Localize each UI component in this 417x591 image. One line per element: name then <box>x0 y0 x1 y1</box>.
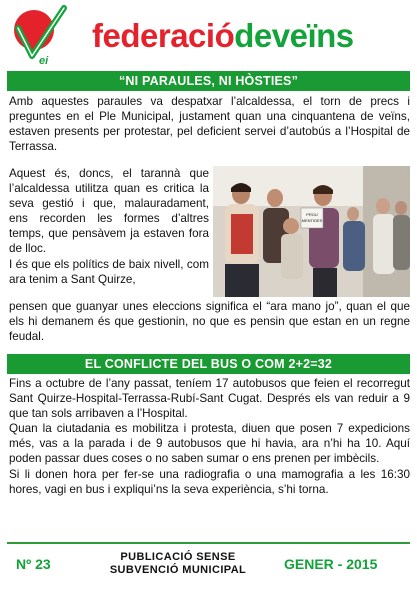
issue-number: Nº 23 <box>16 556 51 572</box>
article1-paragraph2: Aquest és, doncs, el tarannà que l’alcaldessa utilitza quan es critica la seva gestió i que, malauradament, ens recorden les formes d’altres temps, que pensàvem ja estaven fora de lloc. I és que els polítics de baix nivell, com ara tenim a Sant Quirze, <box>9 167 209 286</box>
federation-logo <box>12 4 68 66</box>
article1-heading: “NI PARAULES, NI HÒSTIES” <box>7 71 410 91</box>
masthead-part1: federació <box>92 17 235 54</box>
svg-text:MENTIDES: MENTIDES <box>301 218 323 223</box>
masthead-header <box>0 0 417 66</box>
issue-date: GENER - 2015 <box>284 556 378 572</box>
article2-paragraph1: Fins a octubre de l’any passat, teníem 17 autobusos que feien el recorregut Sant Quirze-Hospital-Terrassa-Rubí-Sant Cugat. Després els van reduir a 9 que tan sols arribaven a l’Hospital. <box>9 377 410 421</box>
article1-paragraph1: Amb aquestes paraules va despatxar l’alcaldessa, el torn de precs i preguntes en el Ple Municipal, justament quan una cinquantena de veïns, estaven presents per protestar, pel deficient servei d’autobús a l’Hospital de Terrassa. <box>9 95 410 154</box>
masthead-part2: deveïns <box>234 17 354 54</box>
logo-small-text: ei <box>39 55 49 66</box>
article2-paragraph2: Quan la ciutadania es mobilitza i protesta, diuen que posen 7 expedicions més, vas a la parada i de 9 autobusos que hi havia, ara n’hi ha 10. Aquí poden passar dues coses o no saben sumar o ens prenen per imbècils. <box>9 422 410 466</box>
svg-text:PROU: PROU <box>306 212 318 217</box>
masthead-title <box>92 16 354 56</box>
publication-note: PUBLICACIÓ SENSE SUBVENCIÓ MUNICIPAL <box>109 551 247 576</box>
article2-heading: EL CONFLICTE DEL BUS O COM 2+2=32 <box>7 354 410 374</box>
article2-body <box>9 376 410 497</box>
protest-photo <box>213 166 410 297</box>
article1-paragraph3: pensen que guanyar unes eleccions significa el “ara mano jo”, quan el que els hi demanem és que gestionin, no que es pensin que estan en un regne feudal. <box>9 300 410 344</box>
footer-divider <box>7 542 410 544</box>
article2-paragraph3: Si li donen hora per fer-se una radiografia o una mamografia a les 16:30 hores, vagi en bus i expliqui’ns la seva experiència, s’hi torna. <box>9 467 410 496</box>
